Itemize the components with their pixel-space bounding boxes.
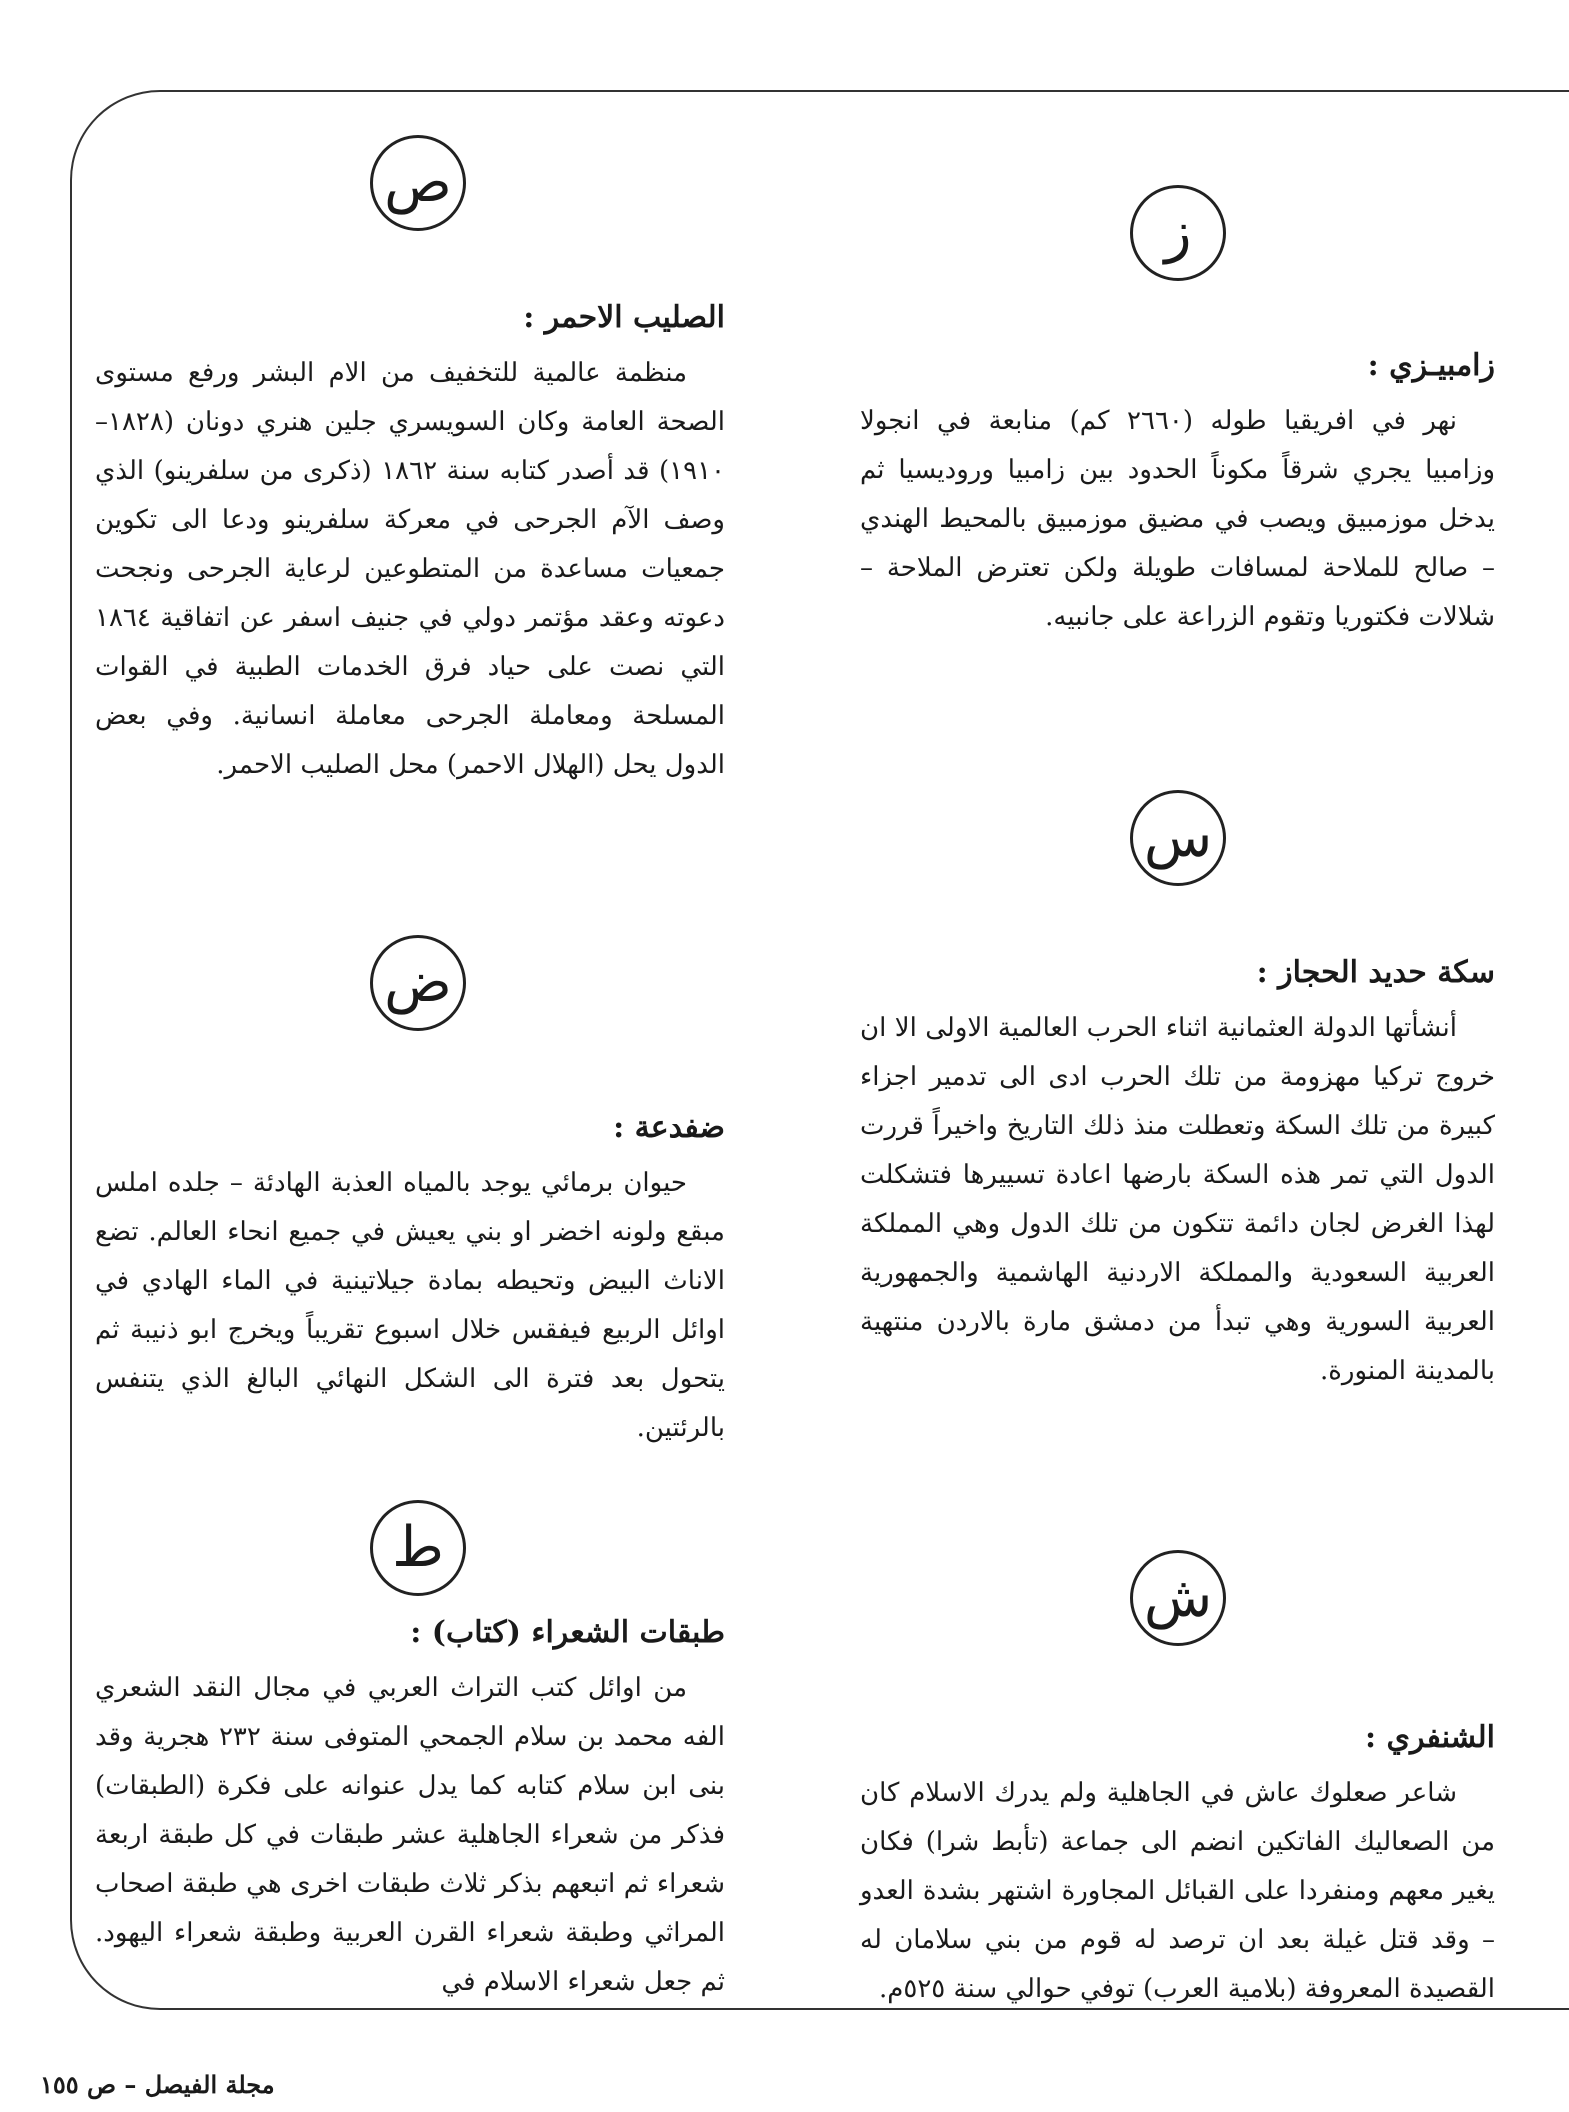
letter-sad: ص: [370, 135, 466, 231]
entry-body: نهر في افريقيا طوله (٢٦٦٠ كم) منابعة في انجولا وزامبيا يجري شرقاً مكوناً الحدود بين زامبيا وروديسيا ثم يدخل موزمبيق ويصب في مضيق موزمبيق بالمحيط الهندي – صالح للملاحة لمسافات طويلة ولكن تعترض الملاحة – شلالات فكتوريا وتقوم الزراعة على جانبيه.: [860, 406, 1495, 632]
entry-body: أنشأتها الدولة العثمانية اثناء الحرب العالمية الاولى الا ان خروج تركيا مهزومة من تلك الحرب ادى الى تدمير اجزاء كبيرة من تلك السكة وتعطلت منذ ذلك التاريخ واخيراً قررت الدول التي تمر هذه السكة بارضها اعادة تسييرها فتشكلت لهذا الغرض لجان دائمة تتكون من تلك الدول وهي المملكة العربية السعودية والمملكة الاردنية الهاشمية والجمهورية العربية السورية وهي تبدأ من دمشق مارة بالاردن منتهية بالمدينة المنورة.: [860, 1013, 1495, 1386]
entry-title: الشنفري :: [1364, 1720, 1495, 1755]
letter-tah: ط: [370, 1500, 466, 1596]
entry-title: طبقات الشعراء (كتاب) :: [410, 1615, 725, 1650]
entry-hejaz-railway: [860, 955, 1495, 1396]
entry-tabaqat: [95, 1615, 725, 2007]
entry-body: من اوائل كتب التراث العربي في مجال النقد الشعري الفه محمد بن سلام الجمحي المتوفى سنة ٢٣٢ هجرية وقد بنى ابن سلام كتابه كما يدل عنوانه على فكرة (الطبقات) فذكر من شعراء الجاهلية عشر طبقات في كل طبقة اربعة شعراء ثم اتبعهم بذكر ثلاث طبقات اخرى هي طبقة اصحاب المراثي وطبقة شعراء القرن العربية وطبقة شعراء اليهود. ثم جعل شعراء الاسلام في: [95, 1673, 725, 1997]
page-footer: مجلة الفيصل – ص ١٥٥: [40, 2070, 275, 2099]
entry-title: زامبيـزي :: [1367, 348, 1495, 383]
entry-shanfara: [860, 1720, 1495, 2014]
letter-dad: ض: [370, 935, 466, 1031]
entry-red-cross: [95, 300, 725, 790]
letter-shin: ش: [1130, 1550, 1226, 1646]
entry-title: سكة حديد الحجاز :: [1256, 955, 1495, 990]
entry-body: منظمة عالمية للتخفيف من الام البشر ورفع مستوى الصحة العامة وكان السويسري جلين هنري دونان (١٨٢٨–١٩١٠) قد أصدر كتابه سنة ١٨٦٢ (ذكرى من سلفرينو) الذي وصف الآم الجرحى في معركة سلفرينو ودعا الى تكوين جمعيات مساعدة من المتطوعين لرعاية الجرحى ونجحت دعوته وعقد مؤتمر دولي في جنيف اسفر عن اتفاقية ١٨٦٤ التي نصت على حياد فرق الخدمات الطبية في القوات المسلحة ومعاملة الجرحى معاملة انسانية. وفي بعض الدول يحل (الهلال الاحمر) محل الصليب الاحمر.: [95, 358, 725, 780]
entry-title: الصليب الاحمر :: [523, 300, 725, 335]
entry-title: ضفدعة :: [613, 1110, 725, 1145]
entry-frog: [95, 1110, 725, 1453]
entry-body: حيوان برمائي يوجد بالمياه العذبة الهادئة – جلده املس مبقع ولونه اخضر او بني يعيش في جميع انحاء العالم. تضع الاناث البيض وتحيطه بمادة جيلاتينية في الماء الهادي في اوائل الربيع فيفقس خلال اسبوع تقريباً ويخرج ابو ذنيبة ثم يتحول بعد فترة الى الشكل النهائي البالغ الذي يتنفس بالرئتين.: [95, 1168, 725, 1443]
letter-zay: ز: [1130, 185, 1226, 281]
letter-sin: س: [1130, 790, 1226, 886]
entry-zambezi: [860, 348, 1495, 642]
entry-body: شاعر صعلوك عاش في الجاهلية ولم يدرك الاسلام كان من الصعاليك الفاتكين انضم الى جماعة (تأبط شرا) فكان يغير معهم ومنفردا على القبائل المجاورة اشتهر بشدة العدو – وقد قتل غيلة بعد ان ترصد له قوم من بني سلامان له القصيدة المعروفة (بلامية العرب) توفي حوالي سنة ٥٢٥م.: [860, 1778, 1495, 2004]
